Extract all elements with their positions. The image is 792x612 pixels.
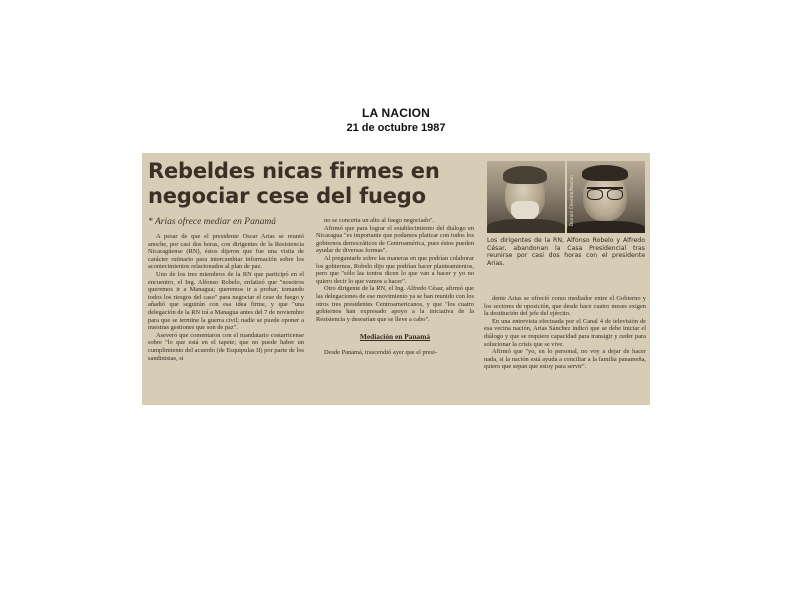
article-paragraph: Afirmó que "yo, en lo personal, no voy a dejar de hacer nada, si la nación está ayuda a conciliar a la familia panameña, quiero que sepan que estoy para servir".	[484, 348, 646, 371]
article-paragraph: Afirmó que para lograr el establecimiento del diálogo en Nicaragua "es importante que podamos platicar con todos los gobiernos democráticos de Centroamérica, pues éstos pueden ayudar de diversas formas".	[316, 224, 474, 255]
photo-cesar	[567, 161, 645, 233]
document-header	[0, 106, 792, 136]
photo-caption: Los dirigentes de la RN, Alfonso Robelo y Alfredo César, abandonan la Casa Presidencial tras reunirse por casi dos horas con el presidente Arias.	[487, 237, 645, 267]
article-paragraph: Desde Panamá, trascendió ayer que el presi-	[324, 348, 438, 356]
publication-date: 21 de octubre 1987	[346, 122, 446, 134]
article-paragraph: dente Arias se ofreció como mediador entre el Gobierno y los sectores de oposición, que desde hace cuatro meses exigen la destitución del jefe del ejército.	[484, 295, 646, 318]
article-paragraph: Uno de los tres miembros de la RN que participó en el encuentro, el Ing. Alfonso Robelo, enfatizó que "nosotros queremos ir a Managua; queremos ir a probar, tomando todos los riesgos del caso" para negociar el cese de fuego y añadió que seguirán con esa idea firme, y que "una delegación de la RN irá a Managua antes del 7 de noviembre para que se termine la guerra civil; nadie se puede oponer a nuestras gestiones que son de paz".	[148, 270, 304, 332]
article-headline: Rebeldes nicas firmes en negociar cese del fuego	[148, 159, 440, 208]
article-paragraph: Aseveró que comentaron con el mandatario costarricense sobre "lo que está en el tapete; que no puede haber un cumplimiento del acuerdo (de Esquipulas II) por parte de los sandinistas, si	[148, 331, 304, 362]
article-paragraph: A pesar de que el presidente Oscar Arias se reunió anoche, por casi dos horas, con dirigentes de la Resistencia Nicaragüense (RN), éstos dijeron que fue una visita de carácter rutinario para intercambiar información sobre los acontecimientos relacionados al plan de paz.	[148, 233, 304, 271]
section-heading: Mediación en Panamá	[359, 332, 431, 342]
article-column-3	[484, 295, 646, 401]
article-paragraph: Otro dirigente de la RN, el Ing. Alfredo César, afirmó que las delegaciones de ese movimiento ya se han reunido con los otros tres presidentes Centroamericanos, y que "los cuatro gobiernos han expresado apoyo a la iniciativa de la Resistencia y desearían que se lleve a cabo".	[316, 285, 474, 323]
article-column-2	[316, 217, 474, 403]
newspaper-clipping	[142, 153, 650, 405]
article-paragraph: no se concerta un alto al fuego negociado".	[324, 217, 435, 224]
photo-credit: Donald Cheddle/Nacion	[569, 175, 574, 227]
photo-robelo	[487, 161, 565, 233]
publication-name: LA NACION	[361, 106, 431, 120]
article-paragraph: Al preguntarle sobre las maneras en que podrían colaborar los gobiernos, Robelo dijo que podrían hacer planteamientos, pero que "sólo las tontos dicen lo que van a hacer y yo no quiero decir lo que vamos a hacer".	[316, 254, 474, 285]
article-column-1	[148, 233, 304, 399]
article-subhead: * Arias ofrece mediar en Panamá	[148, 217, 276, 227]
article-paragraph: En una entrevista efectuada por el Canal 4 de televisión de esa vecina nación, Arias Sánchez indicó que se debe iniciar el diálogo y que se requiere capacidad para transigir y ceder para solucionar la crisis que se vive.	[484, 317, 646, 348]
